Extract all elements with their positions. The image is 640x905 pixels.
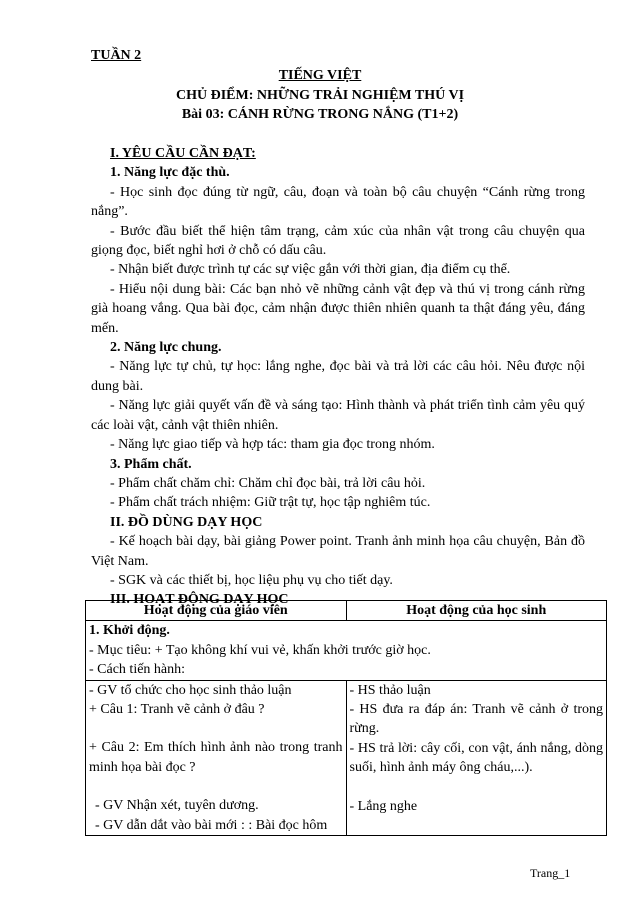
warmup-cell [86,621,607,680]
lesson-body [91,144,585,610]
warmup-title: 1. Khởi động. [89,623,170,639]
student-step: - HS thảo luận [349,682,431,698]
warmup-goal: - Mục tiêu: + Tạo không khí vui vẻ, khấn khởi trước giờ học. [89,642,431,658]
teacher-step: + Câu 1: Tranh vẽ cảnh ở đâu ? [89,702,265,718]
week-label: TUẦN 2 [91,48,142,63]
table-row [86,680,607,835]
page-number: Trang_1 [530,866,571,880]
teacher-step: - GV tổ chức cho học sinh thảo luận [89,682,292,698]
teacher-activity-cell [86,680,347,835]
student-step: - HS đưa ra đáp án: Tranh vẽ cảnh ở trong rừng. [349,702,603,737]
subsection-1-1-heading: 1. Năng lực đặc thù. [110,165,230,181]
section-3-heading: III. HOẠT ĐỘNG DẠY HỌC [110,592,289,608]
paragraph: - SGK và các thiết bị, học liệu phụ vụ cho tiết dạy. [110,572,393,588]
teacher-column-header: Hoạt động của giáo viên [86,601,347,621]
teacher-step: - GV dẫn dắt vào bài mới : : Bài đọc hôm [95,817,328,833]
spacer [89,777,343,796]
spacer [350,778,604,797]
paragraph: - Nhận biết được trình tự các sự việc gắn với thời gian, địa điểm cụ thể. [110,262,511,278]
paragraph: - Học sinh đọc đúng từ ngữ, câu, đoạn và toàn bộ câu chuyện “Cánh rừng trong nắng”. [91,184,585,220]
paragraph: - Năng lực giao tiếp và hợp tác: tham gia đọc trong nhóm. [110,437,435,453]
paragraph: - Kế hoạch bài dạy, bài giảng Power point. Tranh ảnh minh họa câu chuyện, Bản đồ Việt Nam. [91,534,585,569]
paragraph: - Phẩm chất trách nhiệm: Giữ trật tự, học tập nghiêm túc. [110,495,431,511]
activities-table [85,600,607,836]
paragraph: - Năng lực tự chủ, tự học: lắng nghe, đọc bài và trả lời các câu hỏi. Nêu được nội dung bài. [91,359,585,394]
student-activity-cell [346,680,607,835]
teacher-step: + Câu 2: Em thích hình ảnh nào trong tranh minh họa bài đọc ? [89,740,343,775]
student-step: - Lắng nghe [349,798,418,814]
student-step: - HS trả lời: cây cối, con vật, ánh nắng, dòng suối, hình ảnh máy ông cháu,...). [349,740,603,776]
student-column-header: Hoạt động của học sinh [346,601,607,621]
warmup-method: - Cách tiến hành: [89,662,186,678]
paragraph: - Phẩm chất chăm chỉ: Chăm chỉ đọc bài, trả lời câu hỏi. [110,475,426,491]
subsection-1-3-heading: 3. Phẩm chất. [110,456,192,472]
paragraph: - Năng lực giải quyết vấn đề và sáng tạo: Hình thành và phát triển tình cảm yêu quý các loài vật, cảnh vật thiên nhiên. [91,398,585,433]
theme-title: CHỦ ĐIỂM: NHỮNG TRẢI NGHIỆM THÚ VỊ [175,88,465,103]
table-row [86,621,607,680]
paragraph: - Bước đầu biết thể hiện tâm trạng, cảm xúc của nhân vật trong câu chuyện qua giọng đọc, biết nghỉ hơi ở chỗ có dấu câu. [91,223,585,259]
spacer [89,719,343,738]
section-1-heading: I. YÊU CẦU CẦN ĐẠT: [110,146,256,161]
subsection-1-2-heading: 2. Năng lực chung. [110,340,222,356]
teacher-step: - GV Nhận xét, tuyên dương. [95,798,259,814]
paragraph: - Hiểu nội dung bài: Các bạn nhỏ vẽ những cảnh vật đẹp và thú vị trong cánh rừng già hoang vắng. Qua bài đọc, cảm nhận được thiên nhiên quanh ta thật đáng yêu, đáng mến. [91,281,585,336]
lesson-title: Bài 03: CÁNH RỪNG TRONG NẮNG (T1+2) [181,107,459,122]
table-header-row [86,601,607,621]
section-2-heading: II. ĐỒ DÙNG DẠY HỌC [110,514,263,530]
subject-title: TIẾNG VIỆT [278,68,362,83]
